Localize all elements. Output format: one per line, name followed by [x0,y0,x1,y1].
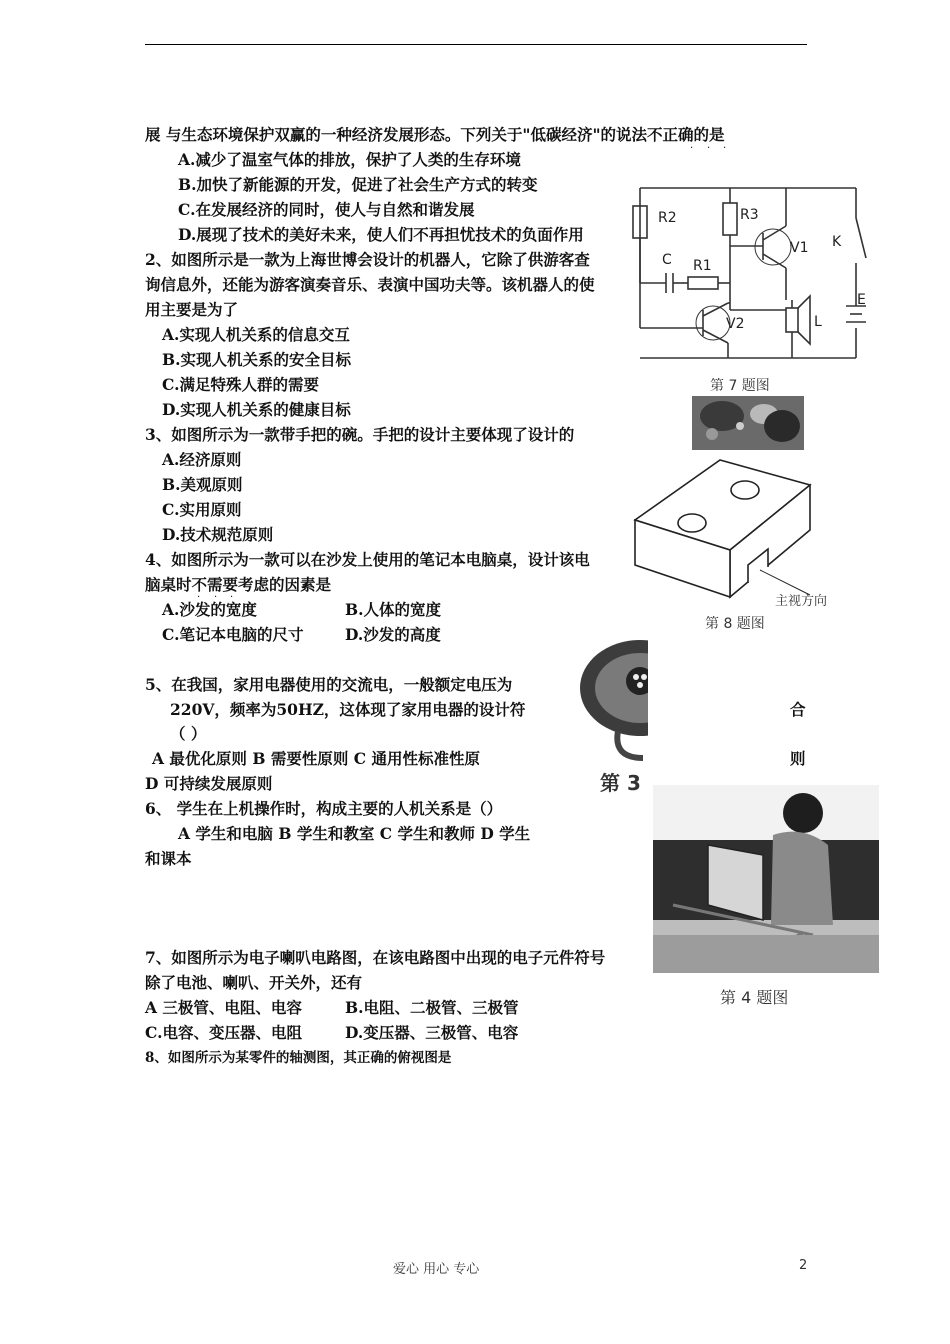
header-rule [145,44,807,45]
q4-option-d: D.沙发的高度 [345,625,441,644]
label-e: E [857,292,866,308]
q1-option-b: B.加快了新能源的开发，促进了社会生产方式的转变 [178,175,538,194]
circuit-caption: 第 7 题图 [710,378,770,394]
q1-option-c: C.在发展经济的同时，使人与自然和谐发展 [178,200,475,219]
label-r2: R2 [658,210,677,226]
q3-option-b: B.美观原则 [162,475,243,494]
label-l: L [814,314,822,330]
q5-line-1: 5、在我国，家用电器使用的交流电，一般额定电压为 [145,675,513,694]
q3-option-a: A.经济原则 [162,450,242,469]
q4-option-b: B.人体的宽度 [345,600,441,619]
label-k: K [832,234,842,250]
q7-option-a: A 三极管、电阻、电容 [145,998,302,1017]
label-v2: V2 [726,316,745,332]
label-v1: V1 [790,240,809,256]
q1-option-a: A.减少了温室气体的排放，保护了人类的生存环境 [178,150,521,169]
page-number: 2 [799,1258,808,1273]
q2-option-c: C.满足特殊人群的需要 [162,375,319,394]
emphasis-dots: · · · [197,592,234,603]
q2-option-a: A.实现人机关系的信息交互 [162,325,350,344]
q2-line-1: 2、如图所示是一款为上海世博会设计的机器人，它除了供游客查 [145,250,590,269]
part-caption: 第 8 题图 [705,616,765,632]
label-r3: R3 [740,207,759,223]
q4-line-2: 脑桌时不需要考虑的因素是 [145,575,332,594]
direction-label: 主视方向 [775,594,828,609]
label-c: C [662,252,672,268]
q5-line-2: 220V，频率为50HZ，这体现了家用电器的设计符 [170,700,526,719]
q7-line-1: 7、如图所示为电子喇叭电路图，在该电路图中出现的电子元件符号 [145,948,606,967]
q6-options: A 学生和电脑 B 学生和教室 C 学生和教师 D 学生 [178,824,531,843]
laptop-desk-photo [653,785,879,973]
footer-motto: 爱心 用心 专心 [393,1262,480,1277]
q2-option-b: B.实现人机关系的安全目标 [162,350,351,369]
q2-option-d: D.实现人机关系的健康目标 [162,400,351,419]
q7-option-c: C.电容、变压器、电阻 [145,1023,302,1042]
q3-option-d: D.技术规范原则 [162,525,274,544]
q6-options-cont: 和课本 [145,849,192,868]
label-r1: R1 [693,258,712,274]
q5-line-2-end: 合 [790,700,806,719]
q3-option-c: C.实用原则 [162,500,242,519]
q5-options: A 最优化原则 B 需要性原则 C 通用性标准性原 [152,749,480,768]
q3-stem: 3、如图所示为一款带手把的碗。手把的设计主要体现了设计的 [145,425,575,444]
circuit-diagram-figure [628,178,878,398]
q7-option-b: B.电阻、二极管、三极管 [345,998,519,1017]
q2-line-3: 用主要是为了 [145,300,239,319]
q4-line-1: 4、如图所示为一款可以在沙发上使用的笔记本电脑桌，设计该电 [145,550,590,569]
q7-option-d: D.变压器、三极管、电容 [345,1023,519,1042]
q5-answer-blank: （ ） [170,724,207,743]
robot-photo [692,396,804,450]
q7-line-2: 除了电池、喇叭、开关外，还有 [145,973,363,992]
q2-line-2: 询信息外，还能为游客演奏音乐、表演中国功夫等。该机器人的使 [145,275,595,294]
q6-stem: 6、 学生在上机操作时，构成主要的人机关系是（） [145,799,503,818]
q4-option-c: C.笔记本电脑的尺寸 [162,625,304,644]
part-isometric-figure [630,455,845,640]
q4-option-a: A.沙发的宽度 [162,600,257,619]
q1-option-d: D.展现了技术的美好未来，使人们不再担忧技术的负面作用 [178,225,584,244]
laptop-caption: 第 4 题图 [720,988,789,1007]
q8-stem: 8、如图所示为某零件的轴测图，其正确的俯视图是 [145,1050,452,1066]
q5-option-d: D 可持续发展原则 [145,774,273,793]
emphasis-dots: · · · [690,143,727,154]
q1-stem: 展 与生态环境保护双赢的一种经济发展形态。下列关于"低碳经济"的说法不正确的是 [145,125,725,144]
q5-options-end: 则 [790,749,806,768]
bowl-caption: 第 3 [600,771,641,795]
